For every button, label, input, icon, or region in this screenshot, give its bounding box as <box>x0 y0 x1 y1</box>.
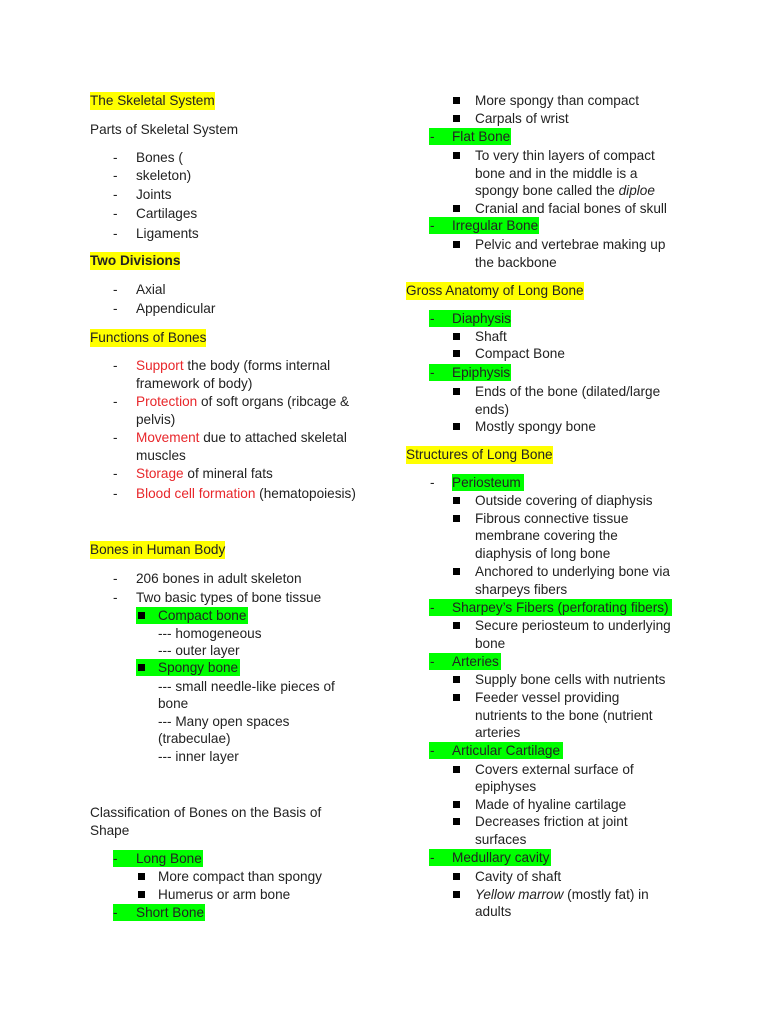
list-item-continuation: bone and in the middle is a <box>475 166 638 181</box>
list-item-continuation: epiphyses <box>475 779 537 794</box>
square-bullet-icon <box>453 818 460 825</box>
list-item: Yellow marrow (mostly fat) in <box>475 887 649 902</box>
list-item: Carpals of wrist <box>475 111 569 126</box>
list-item-continuation: muscles <box>136 448 186 463</box>
square-bullet-icon <box>453 388 460 395</box>
dash-bullet: - <box>430 850 435 865</box>
list-item-continuation: adults <box>475 904 512 919</box>
articular-cartilage-label: Articular Cartilage <box>452 743 561 758</box>
dash-bullet: - <box>113 206 118 221</box>
list-item: Cartilages <box>136 206 198 221</box>
function-term: Protection <box>136 394 198 409</box>
short-bone-label: Short Bone <box>136 905 205 920</box>
dash-bullet: - <box>113 282 118 297</box>
square-bullet-icon <box>453 423 460 430</box>
list-item-continuation: bone <box>475 636 506 651</box>
dash-bullet: - <box>113 168 118 183</box>
dash-bullet: - <box>430 311 435 326</box>
arteries-label: Arteries <box>452 654 499 669</box>
list-item: Axial <box>136 282 166 297</box>
dash-bullet: - <box>113 358 118 373</box>
square-bullet-icon <box>138 664 145 671</box>
dash-bullet: - <box>113 430 118 445</box>
bones-heading: Bones in Human Body <box>90 542 226 557</box>
square-bullet-icon <box>453 115 460 122</box>
sharpeys-fibers-label: Sharpey’s Fibers (perforating fibers) <box>452 600 669 615</box>
function-term: Movement <box>136 430 200 445</box>
list-item-continuation: the backbone <box>475 255 557 270</box>
square-bullet-icon <box>453 350 460 357</box>
square-bullet-icon <box>453 97 460 104</box>
dash-bullet: - <box>113 590 118 605</box>
dash-bullet: - <box>430 365 435 380</box>
list-item-continuation: nutrients to the bone (nutrient <box>475 708 653 723</box>
divisions-heading: Two Divisions <box>90 253 181 268</box>
list-item: Anchored to underlying bone via <box>475 564 670 579</box>
compact-bone-label: Compact bone <box>158 608 247 623</box>
flat-bone-label: Flat Bone <box>452 129 511 144</box>
dash-bullet: - <box>113 187 118 202</box>
square-bullet-icon <box>453 333 460 340</box>
function-term: Support <box>136 358 184 373</box>
function-term: Storage <box>136 466 184 481</box>
square-bullet-icon <box>138 873 145 880</box>
square-bullet-icon <box>453 515 460 522</box>
list-item: Blood cell formation (hematopoiesis) <box>136 486 356 501</box>
medullary-cavity-label: Medullary cavity <box>452 850 550 865</box>
irregular-bone-label: Irregular Bone <box>452 218 539 233</box>
spongy-bone-label: Spongy bone <box>158 660 239 675</box>
detail-line: (trabeculae) <box>158 731 231 746</box>
list-item: Two basic types of bone tissue <box>136 590 322 605</box>
square-bullet-icon <box>453 497 460 504</box>
list-item: Cavity of shaft <box>475 869 562 884</box>
list-item: Ends of the bone (dilated/large <box>475 384 661 399</box>
list-item: More compact than spongy <box>158 869 322 884</box>
square-bullet-icon <box>453 891 460 898</box>
list-item-continuation: ends) <box>475 402 510 417</box>
square-bullet-icon <box>453 568 460 575</box>
square-bullet-icon <box>453 801 460 808</box>
list-item: Joints <box>136 187 172 202</box>
classification-heading: Shape <box>90 823 130 838</box>
gross-anatomy-heading: Gross Anatomy of Long Bone <box>406 283 584 298</box>
dash-bullet: - <box>113 150 118 165</box>
list-item: Secure periosteum to underlying <box>475 618 671 633</box>
detail-line: --- Many open spaces <box>158 714 290 729</box>
list-item: Made of hyaline cartilage <box>475 797 627 812</box>
yellow-marrow-term: Yellow marrow <box>475 887 564 902</box>
functions-heading: Functions of Bones <box>90 330 207 345</box>
long-bone-label: Long Bone <box>136 851 202 866</box>
dash-bullet: - <box>430 743 435 758</box>
list-item: Feeder vessel providing <box>475 690 620 705</box>
square-bullet-icon <box>453 241 460 248</box>
list-item: Bones ( <box>136 150 183 165</box>
list-item: Protection of soft organs (ribcage & <box>136 394 350 409</box>
list-item-continuation: sharpeys fibers <box>475 582 568 597</box>
list-item-continuation: spongy bone called the diploe <box>475 183 655 198</box>
square-bullet-icon <box>453 676 460 683</box>
epiphysis-label: Epiphysis <box>452 365 511 380</box>
dash-bullet: - <box>430 475 435 490</box>
detail-line: --- inner layer <box>158 749 239 764</box>
detail-line: --- homogeneous <box>158 626 262 641</box>
list-item: Storage of mineral fats <box>136 466 273 481</box>
dash-bullet: - <box>430 218 435 233</box>
list-item: Cranial and facial bones of skull <box>475 201 667 216</box>
dash-bullet: - <box>113 486 118 501</box>
dash-bullet: - <box>113 301 118 316</box>
periosteum-label: Periosteum <box>452 475 521 490</box>
list-item: Ligaments <box>136 226 199 241</box>
list-item-continuation: pelvis) <box>136 412 176 427</box>
list-item: Movement due to attached skeletal <box>136 430 347 445</box>
dash-bullet: - <box>113 571 118 586</box>
structures-heading: Structures of Long Bone <box>406 447 553 462</box>
list-item: Appendicular <box>136 301 216 316</box>
square-bullet-icon <box>453 766 460 773</box>
dash-bullet: - <box>113 905 118 920</box>
diploe-term: diploe <box>618 183 655 198</box>
square-bullet-icon <box>453 694 460 701</box>
list-item: More spongy than compact <box>475 93 639 108</box>
list-item: 206 bones in adult skeleton <box>136 571 302 586</box>
dash-bullet: - <box>430 129 435 144</box>
detail-line: --- outer layer <box>158 643 240 658</box>
list-item: Supply bone cells with nutrients <box>475 672 666 687</box>
square-bullet-icon <box>453 622 460 629</box>
list-item: Fibrous connective tissue <box>475 511 629 526</box>
detail-line: --- small needle-like pieces of <box>158 679 335 694</box>
function-term: Blood cell formation <box>136 486 256 501</box>
list-item-continuation: framework of body) <box>136 376 253 391</box>
list-item: Compact Bone <box>475 346 565 361</box>
square-bullet-icon <box>453 205 460 212</box>
list-item: Shaft <box>475 329 507 344</box>
diaphysis-label: Diaphysis <box>452 311 511 326</box>
detail-line: bone <box>158 696 189 711</box>
list-item: skeleton) <box>136 168 192 183</box>
list-item: To very thin layers of compact <box>475 148 655 163</box>
classification-heading: Classification of Bones on the Basis of <box>90 805 322 820</box>
dash-bullet: - <box>113 226 118 241</box>
square-bullet-icon <box>138 891 145 898</box>
dash-bullet: - <box>430 654 435 669</box>
list-item: Support the body (forms internal <box>136 358 331 373</box>
list-item: Outside covering of diaphysis <box>475 493 653 508</box>
list-item-continuation: membrane covering the <box>475 528 618 543</box>
square-bullet-icon <box>138 612 145 619</box>
list-item-continuation: arteries <box>475 725 521 740</box>
list-item-continuation: diaphysis of long bone <box>475 546 611 561</box>
list-item: Decreases friction at joint <box>475 814 628 829</box>
list-item: Pelvic and vertebrae making up <box>475 237 666 252</box>
parts-heading: Parts of Skeletal System <box>90 122 239 137</box>
square-bullet-icon <box>453 873 460 880</box>
list-item: Humerus or arm bone <box>158 887 291 902</box>
dash-bullet: - <box>113 466 118 481</box>
page-title: The Skeletal System <box>90 93 215 108</box>
list-item: Covers external surface of <box>475 762 634 777</box>
dash-bullet: - <box>113 394 118 409</box>
dash-bullet: - <box>430 600 435 615</box>
square-bullet-icon <box>453 152 460 159</box>
list-item: Mostly spongy bone <box>475 419 596 434</box>
dash-bullet: - <box>113 851 118 866</box>
list-item-continuation: surfaces <box>475 832 527 847</box>
